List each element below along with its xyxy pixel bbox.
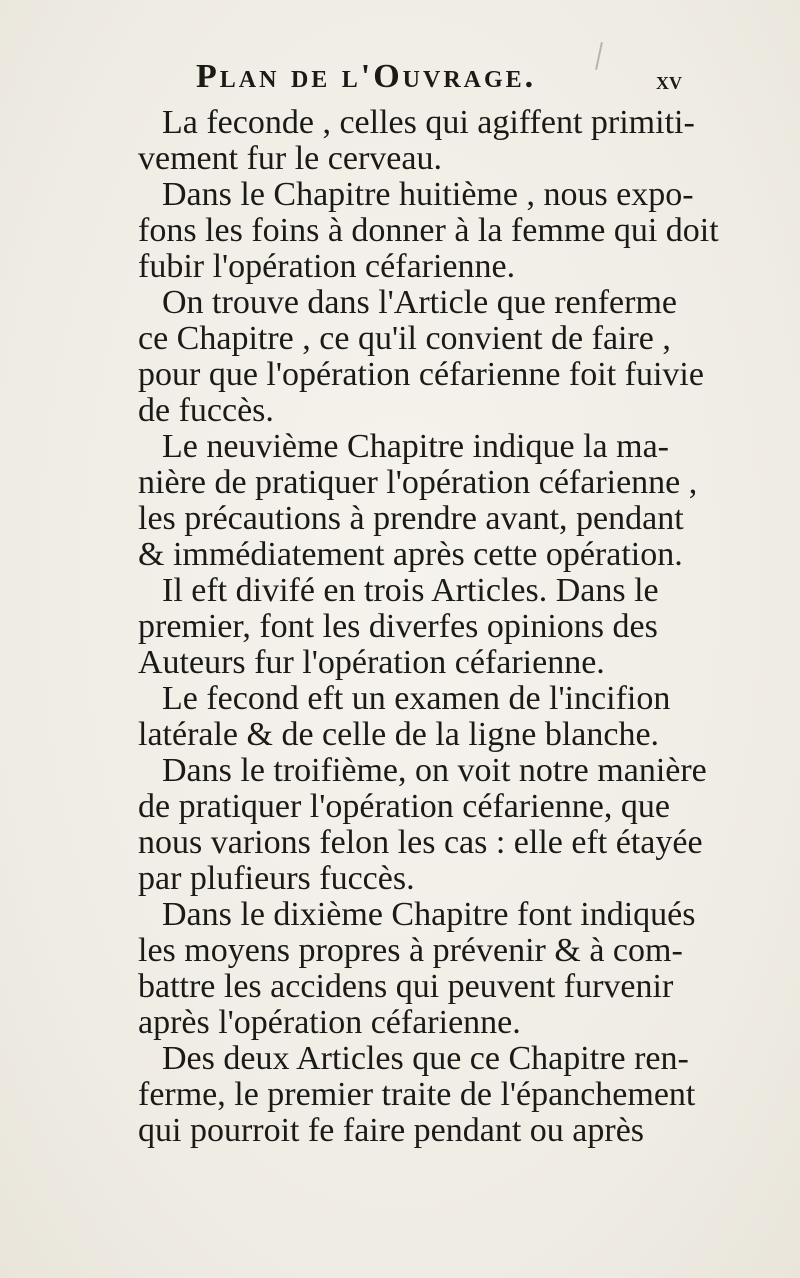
text-line: les précautions à prendre avant, pendant xyxy=(138,500,684,537)
text-line: nière de pratiquer l'opération céfarienne , xyxy=(138,464,698,501)
text-line: nous varions felon les cas : elle eft étayée xyxy=(138,824,703,861)
text-line: vement fur le cerveau. xyxy=(138,140,442,177)
text-line: Dans le troifième, on voit notre manière xyxy=(162,752,707,789)
text-line: premier, font les diverfes opinions des xyxy=(138,608,658,645)
text-line: Il eft divifé en trois Articles. Dans le xyxy=(162,572,659,609)
text-line: Dans le Chapitre huitième , nous expo- xyxy=(162,176,694,213)
text-line: Dans le dixième Chapitre font indiqués xyxy=(162,896,696,933)
text-line: battre les accidens qui peuvent furvenir xyxy=(138,968,674,1005)
text-line: latérale & de celle de la ligne blanche. xyxy=(138,716,660,753)
text-line: fons les foins à donner à la femme qui doit xyxy=(138,212,719,249)
page-header xyxy=(196,58,696,104)
text-line: par plufieurs fuccès. xyxy=(138,860,415,897)
text-line: Des deux Articles que ce Chapitre ren- xyxy=(162,1040,689,1077)
text-line: fubir l'opération céfarienne. xyxy=(138,248,516,285)
text-line: de pratiquer l'opération céfarienne, que xyxy=(138,788,670,825)
text-line: On trouve dans l'Article que renferme xyxy=(162,284,677,321)
running-title: Plan de l'Ouvrage. xyxy=(196,58,537,95)
text-line: La feconde , celles qui agiffent primiti- xyxy=(162,104,695,141)
text-line: ce Chapitre , ce qu'il convient de faire , xyxy=(138,320,671,357)
text-line: de fuccès. xyxy=(138,392,274,429)
text-line: qui pourroit fe faire pendant ou après xyxy=(138,1112,645,1149)
text-line: Le neuvième Chapitre indique la ma- xyxy=(162,428,669,465)
text-line: les moyens propres à prévenir & à com- xyxy=(138,932,683,969)
text-line: pour que l'opération céfarienne foit fuivie xyxy=(138,356,704,393)
text-line: Le fecond eft un examen de l'incifion xyxy=(162,680,671,717)
text-line: ferme, le premier traite de l'épanchement xyxy=(138,1076,696,1113)
text-line: après l'opération céfarienne. xyxy=(138,1004,521,1041)
text-line: & immédiatement après cette opération. xyxy=(138,536,683,573)
page-number: xv xyxy=(656,66,682,95)
text-line: Auteurs fur l'opération céfarienne. xyxy=(138,644,605,681)
